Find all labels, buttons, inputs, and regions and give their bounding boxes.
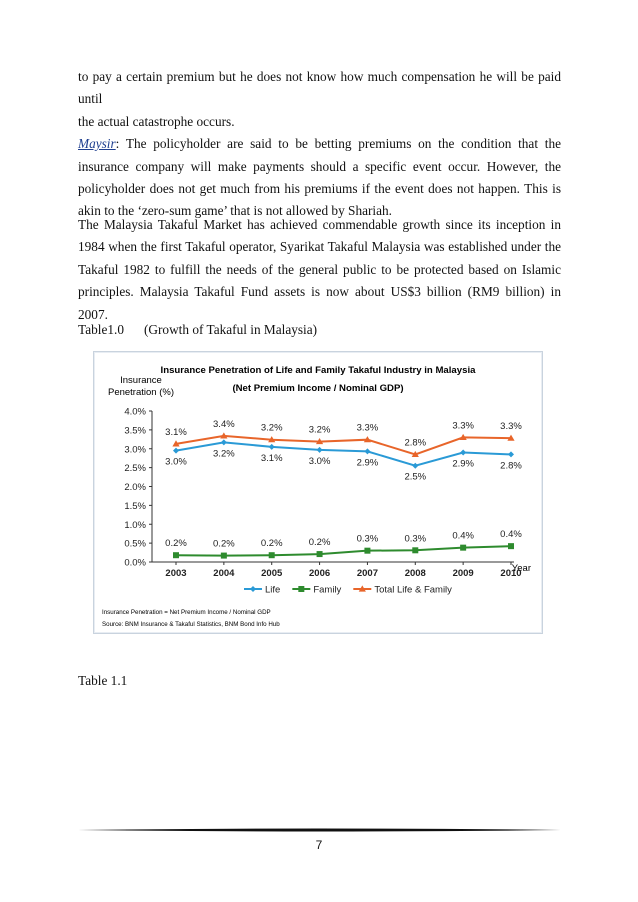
life-point <box>250 586 256 592</box>
y-tick-label: 2.5% <box>124 463 146 475</box>
data-label: 3.1% <box>165 426 187 438</box>
data-label: 3.4% <box>213 418 235 430</box>
data-label: 0.4% <box>452 530 474 542</box>
caption-text: (Growth of Takaful in Malaysia) <box>143 322 318 337</box>
data-label: 3.2% <box>308 424 331 436</box>
family-point <box>412 547 418 553</box>
legend-label: Family <box>313 584 342 596</box>
family-point <box>508 543 514 549</box>
chart-series <box>165 419 522 559</box>
table-1-1-label: Table 1.1 <box>78 673 128 688</box>
paragraph-gharar-continued <box>78 66 561 223</box>
family-point <box>298 586 304 592</box>
life-point <box>221 439 227 445</box>
legend-label: Total Life & Family <box>374 584 452 596</box>
data-label: 0.3% <box>404 533 427 545</box>
family-point <box>221 553 227 559</box>
data-label: 2.5% <box>404 471 427 483</box>
y-axis-label-line1: Insurance <box>120 375 162 386</box>
chart-subtitle: (Net Premium Income / Nominal GDP) <box>232 383 404 394</box>
y-tick-label: 0.0% <box>124 557 146 569</box>
data-label: 0.2% <box>260 538 283 550</box>
data-label: 2.9% <box>356 457 379 469</box>
life-point <box>460 450 466 456</box>
data-label: 0.3% <box>356 533 379 545</box>
data-label: 3.0% <box>165 456 187 468</box>
life-point <box>269 444 275 450</box>
chart-footnote-1: Insurance Penetration = Net Premium Income / Nominal GDP <box>102 609 271 616</box>
data-label: 3.2% <box>260 422 283 434</box>
y-tick-label: 2.0% <box>124 482 146 493</box>
legend-label: Life <box>265 584 281 596</box>
data-label: 2.9% <box>452 458 474 470</box>
family-point <box>173 552 179 558</box>
data-label: 3.3% <box>500 421 522 433</box>
family-point <box>364 548 370 554</box>
y-tick-label: 3.0% <box>124 444 146 456</box>
para1-line2: the actual catastrophe occurs. <box>78 113 235 129</box>
life-point <box>317 447 323 453</box>
y-tick-label: 4.0% <box>124 406 146 418</box>
family-point <box>317 551 323 557</box>
family-point <box>460 545 466 551</box>
data-label: 0.2% <box>165 538 187 550</box>
data-label: 0.2% <box>213 538 235 550</box>
life-point <box>412 463 418 469</box>
maysir-term: Maysir <box>78 136 116 152</box>
para1-line1: to pay a certain premium but he does not know how much compensation he will be paid until <box>78 69 561 107</box>
data-label: 3.0% <box>308 455 331 467</box>
x-tick-label: 2010 <box>500 568 522 579</box>
table-caption <box>78 319 317 341</box>
data-label: 2.8% <box>404 437 427 449</box>
data-label: 3.3% <box>452 420 474 432</box>
family-point <box>269 552 275 558</box>
life-point <box>364 448 370 454</box>
data-label: 2.8% <box>500 460 522 472</box>
life-point <box>173 448 179 454</box>
data-label: 0.4% <box>500 529 522 541</box>
page-number: 7 <box>315 838 323 852</box>
chart-footnote-2: Source: BNM Insurance & Takaful Statistics, BNM Bond Info Hub <box>102 621 280 628</box>
data-label: 3.3% <box>356 422 379 434</box>
paragraph-takaful-market: The Malaysia Takaful Market has achieved commendable growth since its inception in 1984 when the first Takaful operator, Syarikat Takaful Malaysia was established under the Takaful 1982 to fulfill the needs of the general public to be protected based on Islamic principles. Malaysia Takaful Fund assets is now about US$3 billion (RM9 billion) in 2007. <box>78 217 561 322</box>
takaful-penetration-chart <box>93 351 543 634</box>
data-label: 3.1% <box>260 452 283 464</box>
x-tick-label: 2009 <box>452 568 474 579</box>
chart-svg <box>94 352 542 633</box>
y-tick-label: 1.5% <box>124 500 146 512</box>
y-tick-label: 0.5% <box>124 538 146 550</box>
x-tick-label: 2006 <box>309 568 331 579</box>
data-label: 3.2% <box>213 448 235 460</box>
y-axis-label-line2: Penetration (%) <box>107 387 175 398</box>
x-tick-label: 2003 <box>165 568 187 579</box>
x-tick-label: 2005 <box>261 568 283 579</box>
maysir-text: : The policyholder are said to be betting premiums on the condition that the insurance company will make payments should a specific event occur. However, the policyholder does not get much from his premiums if the event does not happen. This is akin to the ‘zero-sum game’ that is not allowed by Shariah. <box>78 136 561 219</box>
y-tick-label: 1.0% <box>124 519 146 531</box>
data-label: 0.2% <box>308 537 331 549</box>
x-axis-label: Year <box>511 563 531 574</box>
x-tick-label: 2007 <box>356 568 378 579</box>
chart-legend <box>244 585 452 596</box>
caption-label: Table1.0 <box>78 322 124 337</box>
y-tick-label: 3.5% <box>124 425 146 437</box>
x-tick-label: 2008 <box>404 568 426 579</box>
life-point <box>508 451 514 457</box>
footer-rule <box>78 828 561 832</box>
x-tick-label: 2004 <box>213 568 235 579</box>
chart-title: Insurance Penetration of Life and Family Takaful Industry in Malaysia <box>160 365 476 376</box>
